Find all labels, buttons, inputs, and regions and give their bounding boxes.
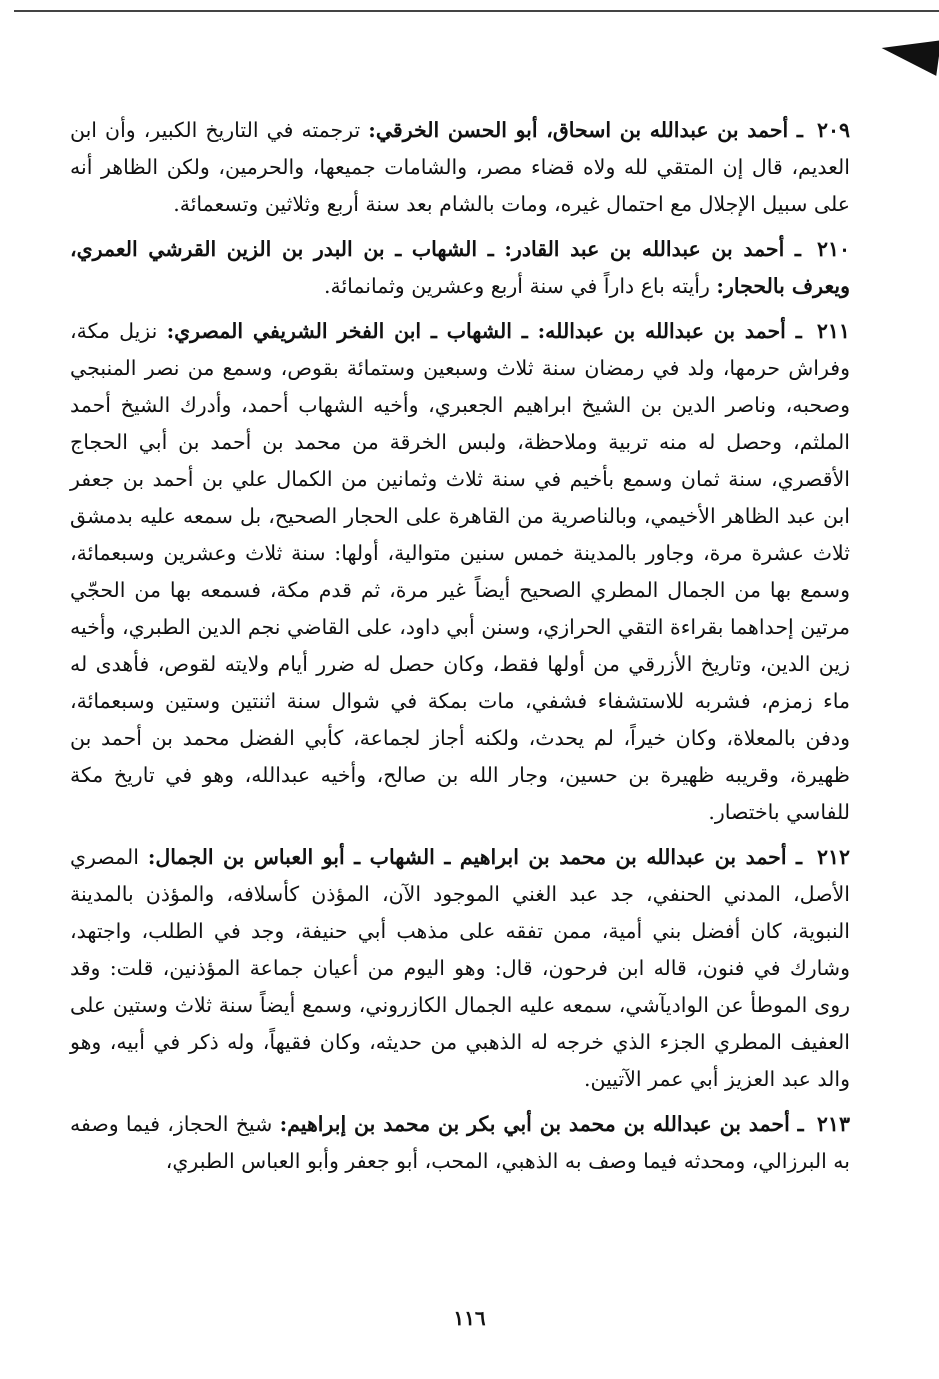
entry-heading: ـ أحمد بن عبدالله بن اسحاق، أبو الحسن الخرقي:: [368, 118, 803, 142]
page-text: [70, 112, 850, 1188]
entry-heading: ـ أحمد بن عبدالله بن محمد بن أبي بكر بن محمد بن إبراهيم:: [279, 1112, 804, 1136]
entry-211: [70, 313, 850, 831]
entry-body: شيخ الحجاز، فيما وصفه به البرزالي، ومحدثه فيما وصف به الذهبي، المحب، أبو جعفر وأبو العباس الطبري،: [70, 1112, 850, 1173]
entry-212: [70, 839, 850, 1098]
entry-209: [70, 112, 850, 223]
entry-number: ٢١٣: [816, 1112, 850, 1136]
entry-heading: ـ أحمد بن عبدالله بن عبد القادر: ـ الشهاب ـ بن البدر بن الزين القرشي العمري، ويعرف بالحجار:: [70, 237, 850, 298]
entry-heading: ـ أحمد بن عبدالله بن عبدالله: ـ الشهاب ـ ابن الفخر الشريفي المصري:: [166, 319, 802, 343]
entry-210: [70, 231, 850, 305]
page-number: ١١٦: [453, 1306, 486, 1330]
entry-number: ٢١٢: [816, 845, 850, 869]
entry-heading: ـ أحمد بن عبدالله بن محمد بن ابراهيم ـ الشهاب ـ أبو العباس بن الجمال:: [147, 845, 803, 869]
corner-triangle-icon: [879, 32, 939, 76]
entry-body: نزيل مكة، وفراش حرمها، ولد في رمضان سنة ثلاث وسبعين وستمائة بقوص، وسمع من نصر المنبجي وصحبه، وناصر الدين بن الشيخ ابراهيم الجعبري، وأخيه الشهاب أحمد، وأدرك الشيخ أحمد الملثم، وحصل له منه تربية وملاحظة، ولبس الخرقة من محمد بن أحمد بن أبي الحجاج الأقصري، سنة ثمان وسمع بأخيم في سنة ثلاث وثمانين من الكمال علي بن أحمد بن جعفر ابن عبد الظاهر الأخيمي، وبالناصرية من القاهرة على الحجار الصحيح، بل سمعه عليه بدمشق ثلاث عشرة مرة، وجاور بالمدينة خمس سنين متوالية، أولها: سنة ثلاث وعشرين وسبعمائة، وسمع بها من الجمال المطري الصحيح أيضاً غير مرة، ثم قدم مكة، فسمعه بها من الحجّي مرتين إحداهما بقراءة التقي الحرازي، وسنن أبي داود، على القاضي نجم الدين الطبري، وأخيه زين الدين، وتاريخ الأزرقي من أولها فقط، وكان حصل له ضرر أيام ولايته لقوص، فأهدى له ماء زمزم، فشربه للاستشفاء فشفي، مات بمكة في شوال سنة اثنتين وستين وسبعمائة، ودفن بالمعلاة، وكان خيراً، لم يحدث، ولكنه أجاز لجماعة، كأبي الفضل محمد بن أحمد بن ظهيرة، وقريبه ظهيرة بن حسين، وجار الله بن صالح، وأخيه عبدالله، وهو في تاريخ مكة للفاسي باختصار.: [70, 319, 850, 824]
entry-body: المصري الأصل، المدني الحنفي، جد عبد الغني الموجود الآن، المؤذن كأسلافه، والمؤذن بالمدينة النبوية، كان أفضل بني أمية، ممن تفقه على مذهب أبي حنيفة، وجد في الطلب، واجتهد، وشارك في فنون، قاله ابن فرحون، قال: وهو اليوم من أعيان جماعة المؤذنين، قلت: وقد روى الموطأ عن الواديآشي، سمعه عليه الجمال الكازروني، وسمع أيضاً سنة ثلاث وستين على العفيف المطري الجزء الذي خرجه له الذهبي من حديثه، وكان فقيهاً، وله ذكر في أبيه، وهو والد عبد العزيز أبي عمر الآتيين.: [70, 845, 850, 1091]
entry-number: ٢١٠: [816, 237, 850, 261]
entry-number: ٢١١: [816, 319, 850, 343]
entry-body: ترجمته في التاريخ الكبير، وأن ابن العديم، قال إن المتقي لله ولاه قضاء مصر، والشامات جميعها، والحرمين، ولكن الظاهر أنه على سبيل الإجلال مع احتمال غيره، ومات بالشام بعد سنة أربع وثلاثين وتسعمائة.: [70, 118, 850, 216]
entry-213: [70, 1106, 850, 1180]
entry-number: ٢٠٩: [816, 118, 850, 142]
entry-body: رأيته باع داراً في سنة أربع وعشرين وثمانمائة.: [323, 274, 710, 298]
top-rule: [14, 10, 939, 12]
